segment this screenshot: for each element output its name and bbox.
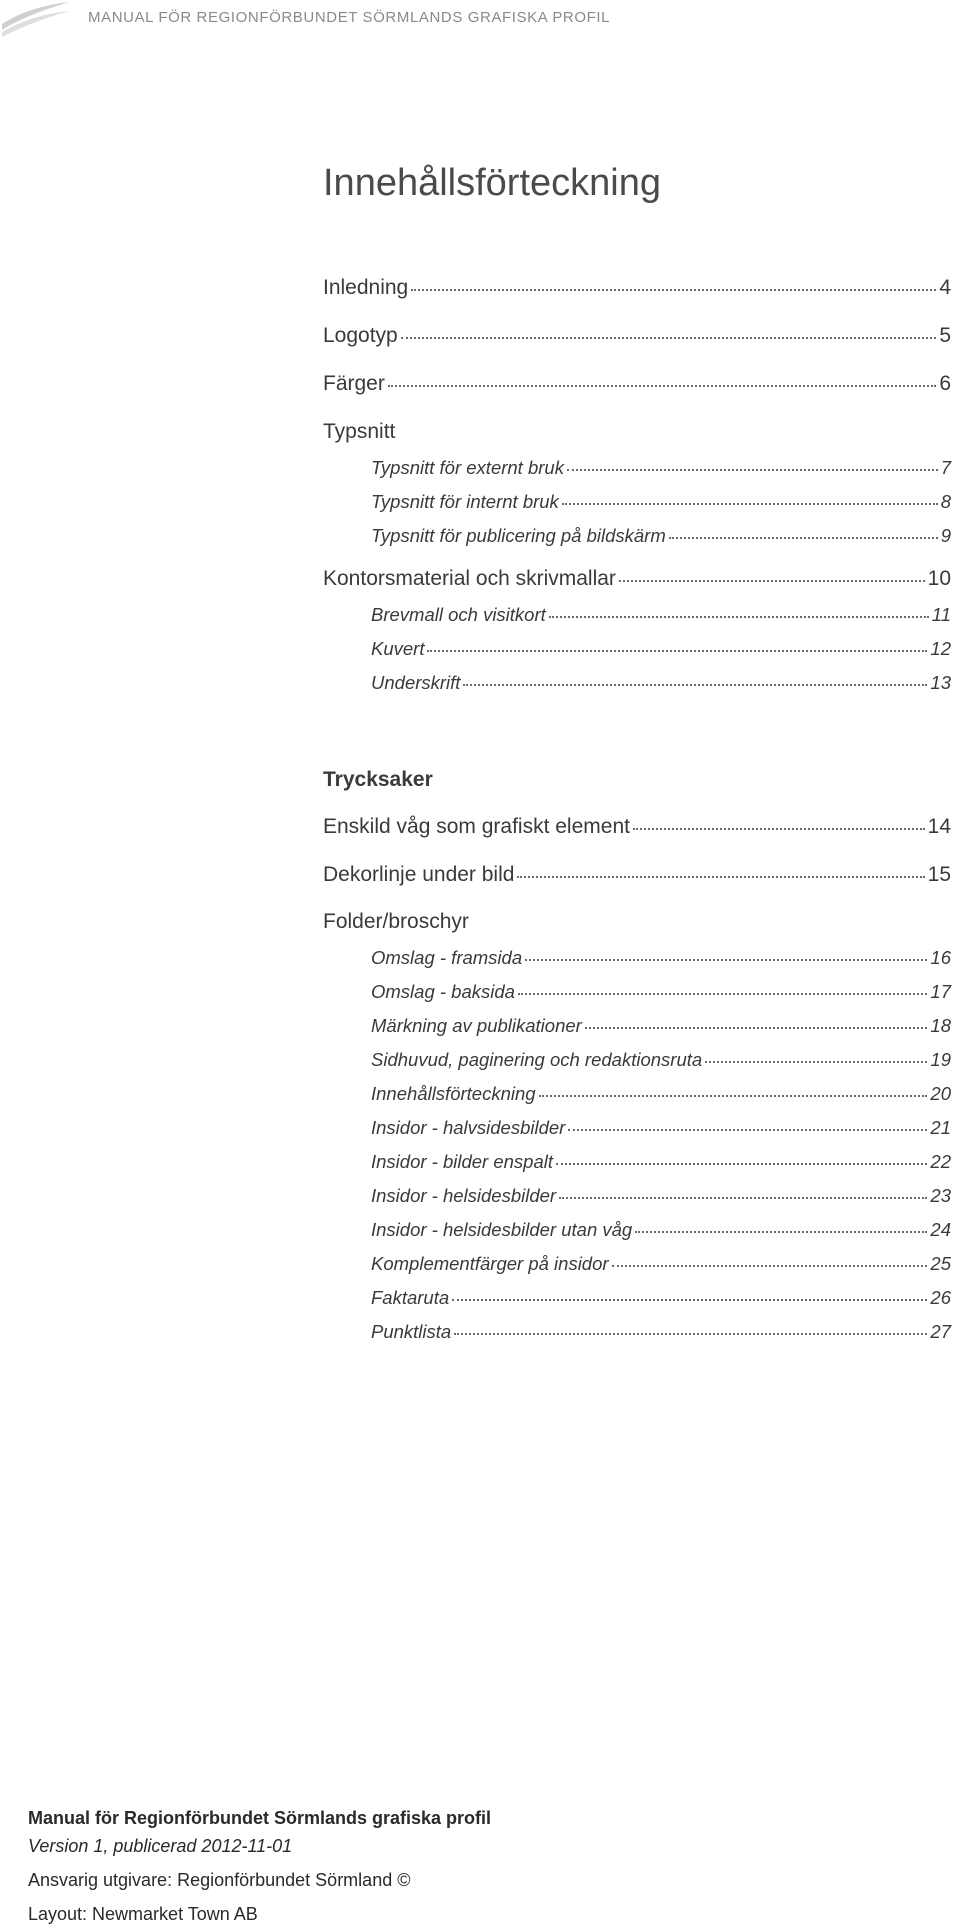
toc-subentry[interactable]: [371, 1321, 951, 1343]
toc-entry[interactable]: [323, 815, 951, 839]
dot-leader: [401, 337, 937, 339]
dot-leader: [559, 1197, 927, 1199]
colophon-version: Version 1, publicerad 2012-11-01: [28, 1836, 293, 1856]
toc-entry-label: Typsnitt för internt bruk: [371, 491, 559, 512]
toc-entry-label: Insidor - halvsidesbilder: [371, 1117, 566, 1138]
toc-entry-page: 17: [930, 981, 951, 1002]
toc-entry-label: Inledning: [323, 276, 409, 299]
toc-entry-label: Märkning av publikationer: [371, 1015, 582, 1036]
dot-leader: [562, 503, 938, 505]
toc-section-heading: Folder/broschyr: [323, 910, 469, 933]
toc-subentry[interactable]: [371, 1151, 951, 1173]
toc-entry-page: 20: [930, 1083, 951, 1104]
colophon-title: Manual för Regionförbundet Sörmlands grafiska profil: [28, 1808, 492, 1828]
toc-entry-page: 15: [927, 863, 951, 886]
toc-subentry[interactable]: [371, 947, 951, 969]
toc-entry-page: 14: [927, 815, 951, 838]
toc-subentry[interactable]: [371, 1219, 951, 1241]
toc-entry[interactable]: [323, 567, 951, 591]
toc-entry-page: 24: [930, 1219, 951, 1240]
toc-section-heading: Typsnitt: [323, 420, 396, 443]
toc-subentry[interactable]: [371, 1185, 951, 1207]
toc-entry-page: 13: [930, 672, 951, 693]
dot-leader: [669, 537, 938, 539]
toc-entry-page: 25: [930, 1253, 951, 1274]
toc-entry-label: Komplementfärger på insidor: [371, 1253, 609, 1274]
toc-entry-label: Typsnitt för externt bruk: [371, 457, 564, 478]
toc-entry[interactable]: [323, 863, 951, 887]
toc-subentry[interactable]: [371, 604, 951, 626]
dot-leader: [517, 876, 924, 878]
dot-leader: [549, 616, 929, 618]
dot-leader: [518, 993, 927, 995]
toc-subentry[interactable]: [371, 457, 951, 479]
toc-entry-label: Insidor - helsidesbilder utan våg: [371, 1219, 633, 1240]
toc-entry-label: Punktlista: [371, 1321, 452, 1342]
toc-entry-label: Insidor - helsidesbilder: [371, 1185, 557, 1206]
dot-leader: [454, 1333, 927, 1335]
toc-subentry[interactable]: [371, 1049, 951, 1071]
toc-subentry[interactable]: [371, 638, 951, 660]
dot-leader: [567, 469, 938, 471]
toc-subentry[interactable]: [371, 672, 951, 694]
dot-leader: [388, 385, 936, 387]
toc-entry-label: Färger: [323, 372, 385, 395]
toc-subentry[interactable]: [371, 525, 951, 547]
dot-leader: [585, 1027, 928, 1029]
toc-entry-page: 12: [930, 638, 951, 659]
toc-subentry[interactable]: [371, 1015, 951, 1037]
toc-entry-page: 4: [939, 276, 951, 299]
toc-section-heading: Trycksaker: [323, 768, 433, 791]
toc-entry-page: 21: [930, 1117, 951, 1138]
toc-subentry[interactable]: [371, 1117, 951, 1139]
dot-leader: [633, 828, 925, 830]
dot-leader: [525, 959, 927, 961]
running-header-title: MANUAL FÖR REGIONFÖRBUNDET SÖRMLANDS GRAFISKA PROFIL: [88, 9, 611, 26]
toc-entry-label: Enskild våg som grafiskt element: [323, 815, 630, 838]
toc-entry[interactable]: [323, 372, 951, 396]
toc-entry-page: 26: [930, 1287, 951, 1308]
toc-entry-label: Dekorlinje under bild: [323, 863, 515, 886]
dot-leader: [539, 1095, 928, 1097]
toc-entry-label: Kontorsmaterial och skrivmallar: [323, 567, 616, 590]
dot-leader: [635, 1231, 927, 1233]
toc-entry-label: Insidor - bilder enspalt: [371, 1151, 554, 1172]
toc-entry-label: Omslag - framsida: [371, 947, 523, 968]
colophon-layout: Layout: Newmarket Town AB: [28, 1904, 258, 1924]
toc-subentry[interactable]: [371, 1083, 951, 1105]
toc-entry-page: 7: [940, 457, 951, 478]
toc-title: Innehållsförteckning: [323, 162, 661, 204]
dot-leader: [411, 289, 936, 291]
toc-entry-page: 11: [931, 604, 951, 625]
toc-entry-page: 10: [927, 567, 951, 590]
toc-entry-label: Brevmall och visitkort: [371, 604, 546, 625]
dot-leader: [568, 1129, 927, 1131]
toc-entry-page: 23: [930, 1185, 951, 1206]
colophon-publisher: Ansvarig utgivare: Regionförbundet Sörmland ©: [28, 1870, 411, 1890]
dot-leader: [452, 1299, 927, 1301]
dot-leader: [463, 684, 927, 686]
toc-subentry[interactable]: [371, 491, 951, 513]
toc-entry-page: 16: [930, 947, 951, 968]
toc-entry-label: Faktaruta: [371, 1287, 450, 1308]
toc-entry[interactable]: [323, 276, 951, 300]
page-header: [0, 0, 960, 40]
toc-entry-page: 19: [930, 1049, 951, 1070]
dot-leader: [556, 1163, 927, 1165]
dot-leader: [619, 580, 925, 582]
dot-leader: [705, 1061, 927, 1063]
toc-entry-page: 9: [940, 525, 951, 546]
toc-subentry[interactable]: [371, 981, 951, 1003]
dot-leader: [427, 650, 927, 652]
toc-entry-label: Innehållsförteckning: [371, 1083, 536, 1104]
toc-subentry[interactable]: [371, 1253, 951, 1275]
toc-entry-label: Typsnitt för publicering på bildskärm: [371, 525, 666, 546]
dot-leader: [612, 1265, 928, 1267]
toc-entry-page: 5: [939, 324, 951, 347]
toc-entry-page: 18: [930, 1015, 951, 1036]
wave-logo-icon: [0, 0, 72, 38]
toc-subentry[interactable]: [371, 1287, 951, 1309]
toc-entry-page: 22: [930, 1151, 951, 1172]
toc-entry-page: 27: [930, 1321, 951, 1342]
toc-entry[interactable]: [323, 324, 951, 348]
toc-entry-page: 8: [940, 491, 951, 512]
toc-entry-label: Logotyp: [323, 324, 398, 347]
toc-entry-label: Kuvert: [371, 638, 425, 659]
toc-entry-label: Sidhuvud, paginering och redaktionsruta: [371, 1049, 703, 1070]
toc-entry-label: Underskrift: [371, 672, 461, 693]
toc-entry-label: Omslag - baksida: [371, 981, 515, 1002]
toc-entry-page: 6: [939, 372, 951, 395]
